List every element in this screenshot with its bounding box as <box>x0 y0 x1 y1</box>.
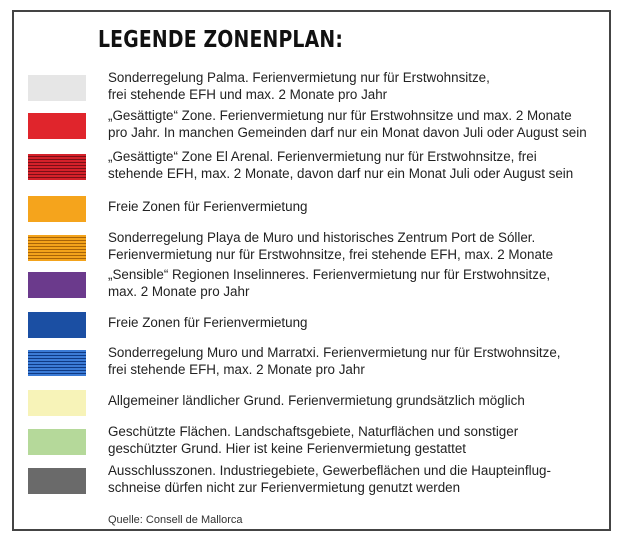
color-swatch <box>28 113 86 139</box>
legend-item-text <box>108 108 608 141</box>
legend-item-line: Freie Zonen für Ferienvermietung <box>108 315 308 330</box>
color-swatch <box>28 75 86 101</box>
legend-item-line: pro Jahr. In manchen Gemeinden darf nur ein Monat davon Juli oder August sein <box>108 124 587 140</box>
color-swatch <box>28 429 86 455</box>
legend-item-text <box>108 345 608 378</box>
legend-item-text <box>108 315 608 332</box>
legend-item-line: Allgemeiner ländlicher Grund. Ferienvermietung grundsätzlich möglich <box>108 393 525 408</box>
color-swatch <box>28 196 86 222</box>
legend-item-line: frei stehende EFH und max. 2 Monate pro Jahr <box>108 86 388 102</box>
legend-item-line: Ausschlusszonen. Industriegebiete, Gewerbeflächen und die Haupteinflug- <box>108 463 551 478</box>
color-swatch <box>28 235 86 261</box>
legend-item-line: Sonderregelung Palma. Ferienvermietung nur für Erstwohnsitze, <box>108 70 490 85</box>
legend-item-line: „Gesättigte“ Zone El Arenal. Ferienvermietung nur für Erstwohnsitze, frei <box>108 149 537 164</box>
color-swatch <box>28 272 86 298</box>
legend-item-line: Sonderregelung Muro und Marratxi. Ferienvermietung nur für Erstwohnsitze, <box>108 345 561 360</box>
legend-item-text <box>108 230 608 263</box>
legend-item-text <box>108 393 608 410</box>
color-swatch <box>28 154 86 180</box>
legend-item-line: Sonderregelung Playa de Muro und historisches Zentrum Port de Sóller. <box>108 230 536 245</box>
source-note: Quelle: Consell de Mallorca <box>108 514 243 526</box>
legend-item-text <box>108 267 608 300</box>
legend-item-text <box>108 424 608 457</box>
legend-item-text <box>108 463 608 496</box>
legend-item-line: Freie Zonen für Ferienvermietung <box>108 199 308 214</box>
color-swatch <box>28 350 86 376</box>
legend-item-text <box>108 199 608 216</box>
legend-item-text <box>108 70 608 103</box>
legend-item-line: max. 2 Monate pro Jahr <box>108 283 250 299</box>
legend-item-line: stehende EFH, max. 2 Monate, davon darf nur ein Monat Juli oder August sein <box>108 165 574 181</box>
legend-item-line: „Sensible“ Regionen Inselinneres. Ferienvermietung nur für Erstwohnsitze, <box>108 267 551 282</box>
legend-item-line: geschützter Grund. Hier ist keine Ferienvermietung gestattet <box>108 440 466 456</box>
legend-item-line: Ferienvermietung nur für Erstwohnsitze, frei stehende EFH, max. 2 Monate <box>108 246 554 262</box>
legend-item-line: „Gesättigte“ Zone. Ferienvermietung nur für Erstwohnsitze und max. 2 Monate <box>108 108 572 123</box>
color-swatch <box>28 468 86 494</box>
legend-box <box>12 10 611 531</box>
legend-item-text <box>108 149 608 182</box>
legend-item-line: Geschützte Flächen. Landschaftsgebiete, Naturflächen und sonstiger <box>108 424 519 439</box>
legend-title: LEGENDE ZONENPLAN: <box>98 27 344 53</box>
color-swatch <box>28 312 86 338</box>
color-swatch <box>28 390 86 416</box>
legend-item-line: schneise dürfen nicht zur Ferienvermietung genutzt werden <box>108 479 461 495</box>
legend-item-line: frei stehende EFH, max. 2 Monate pro Jahr <box>108 361 365 377</box>
